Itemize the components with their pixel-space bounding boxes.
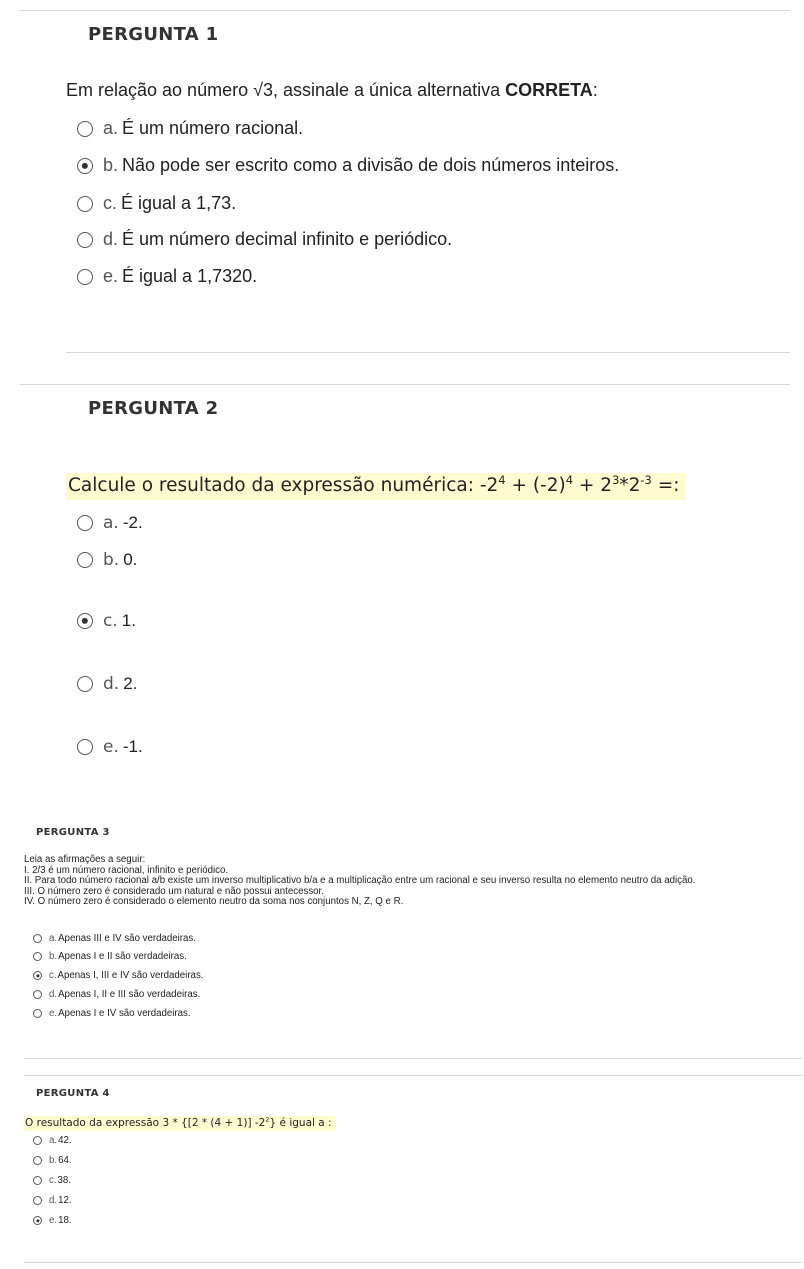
divider: [24, 1075, 802, 1076]
option-letter: c.: [103, 611, 118, 631]
option-text: 1.: [121, 611, 136, 630]
radio-button[interactable]: [33, 1009, 42, 1018]
radio-button[interactable]: [77, 739, 93, 755]
option-c[interactable]: [77, 193, 236, 214]
option-text: É igual a 1,7320.: [122, 266, 258, 286]
question-stem: [24, 1115, 335, 1129]
stem-line: III. O número zero é considerado um natural e não possui antecessor.: [24, 885, 324, 897]
stem-text: } é igual a :: [269, 1116, 332, 1129]
option-text: 18.: [58, 1215, 72, 1226]
stem-line: I. 2/3 é um número racional, infinito e periódico.: [24, 864, 229, 876]
radio-button[interactable]: [77, 676, 93, 692]
stem-text: :: [592, 80, 598, 100]
radio-button[interactable]: [33, 990, 42, 999]
option-letter: c.: [49, 1175, 57, 1186]
option-d[interactable]: [77, 229, 452, 250]
option-letter: a.: [49, 933, 58, 944]
divider: [24, 1058, 802, 1059]
option-text: 42.: [58, 1135, 72, 1146]
radio-button-selected[interactable]: [33, 1216, 42, 1225]
radio-button[interactable]: [33, 934, 42, 943]
option-text: Apenas I e IV são verdadeiras.: [58, 1008, 191, 1019]
option-text: -1.: [122, 737, 143, 756]
stem-text: + 2: [573, 475, 613, 497]
stem-text: O resultado da expressão 3 * {[2 * (4 + 1)] -2: [25, 1116, 266, 1129]
stem-highlight: [66, 473, 685, 500]
option-e[interactable]: [33, 1215, 72, 1226]
option-e[interactable]: [77, 266, 257, 287]
option-letter: b.: [49, 951, 58, 962]
option-letter: a.: [49, 1135, 58, 1146]
question-title: PERGUNTA 2: [88, 398, 219, 419]
option-b[interactable]: [77, 550, 137, 570]
radio-button-selected[interactable]: [77, 613, 93, 629]
option-letter: c.: [103, 193, 118, 213]
stem-text: =:: [651, 475, 680, 497]
stem-text: Em relação ao número √3, assinale a única alternativa: [66, 80, 506, 100]
question-title: PERGUNTA 3: [36, 827, 110, 838]
question-title: PERGUNTA 4: [36, 1088, 110, 1099]
option-d[interactable]: [77, 674, 137, 694]
stem-line: IV. O número zero é considerado o elemento neutro da soma nos conjuntos N, Z, Q e R.: [24, 896, 404, 907]
radio-button[interactable]: [33, 1196, 42, 1205]
option-letter: b.: [103, 550, 120, 570]
exponent: -3: [640, 473, 652, 487]
option-a[interactable]: [33, 1135, 72, 1146]
question-stem: [66, 80, 598, 101]
radio-button[interactable]: [33, 1156, 42, 1165]
question-stem: [66, 473, 685, 496]
option-letter: a.: [103, 118, 119, 138]
radio-button[interactable]: [33, 1136, 42, 1145]
divider: [20, 384, 790, 385]
exponent: 3: [612, 473, 620, 487]
option-letter: d.: [103, 674, 120, 694]
radio-button[interactable]: [77, 121, 93, 137]
option-a[interactable]: [77, 118, 303, 139]
option-text: -2.: [122, 513, 143, 532]
stem-line: Leia as afirmações a seguir:: [24, 854, 146, 865]
option-text: 12.: [58, 1195, 72, 1206]
radio-button-selected[interactable]: [77, 158, 93, 174]
stem-highlight: [24, 1116, 335, 1131]
option-text: É um número racional.: [122, 118, 304, 138]
stem-emphasis: CORRETA: [505, 80, 593, 100]
radio-button[interactable]: [77, 232, 93, 248]
option-letter: b.: [49, 1155, 58, 1166]
option-d[interactable]: [33, 1195, 72, 1206]
option-b[interactable]: [33, 1155, 72, 1166]
radio-button[interactable]: [77, 196, 93, 212]
exponent: 4: [498, 473, 506, 487]
radio-button[interactable]: [33, 1176, 42, 1185]
option-e[interactable]: [77, 737, 143, 757]
question-title: PERGUNTA 1: [88, 24, 219, 45]
question-stem: [24, 855, 696, 908]
option-c[interactable]: [33, 1175, 71, 1186]
option-text: Apenas I, II e III são verdadeiras.: [58, 989, 201, 1000]
exponent: 4: [565, 473, 574, 487]
option-c[interactable]: [33, 970, 203, 981]
option-letter: d.: [49, 989, 58, 1000]
option-text: Apenas III e IV são verdadeiras.: [58, 933, 196, 944]
option-text: Não pode ser escrito como a divisão de dois números inteiros.: [122, 155, 620, 175]
stem-text: + (-2): [505, 475, 566, 497]
option-text: Apenas I e II são verdadeiras.: [58, 951, 187, 962]
divider: [66, 352, 790, 353]
option-b[interactable]: [77, 155, 619, 176]
option-letter: e.: [103, 266, 119, 286]
option-letter: e.: [49, 1215, 58, 1226]
radio-button[interactable]: [77, 269, 93, 285]
option-text: É igual a 1,73.: [121, 193, 237, 213]
exponent: 2: [265, 1115, 270, 1123]
radio-button[interactable]: [77, 552, 93, 568]
option-letter: e.: [49, 1008, 58, 1019]
option-text: 0.: [123, 550, 138, 569]
radio-button[interactable]: [33, 952, 42, 961]
option-a[interactable]: [33, 933, 196, 944]
option-text: 38.: [57, 1175, 72, 1186]
option-b[interactable]: [33, 951, 187, 962]
stem-line: II. Para todo número racional a/b existe um inverso multiplicativo b/a e a multiplicação entre um racional e seu inverso resulta no elemento neutro da adição.: [24, 875, 696, 886]
option-letter: b.: [103, 155, 119, 175]
option-letter: d.: [49, 1195, 58, 1206]
divider: [24, 1262, 802, 1263]
divider: [20, 10, 790, 11]
option-d[interactable]: [33, 989, 200, 1000]
radio-button[interactable]: [77, 515, 93, 531]
stem-text: Calcule o resultado da expressão numérica: -2: [68, 475, 499, 497]
stem-text: *2: [619, 475, 641, 497]
option-text: É um número decimal infinito e periódico.: [122, 229, 453, 249]
option-text: 2.: [123, 674, 138, 693]
option-text: Apenas I, III e IV são verdadeiras.: [57, 970, 204, 981]
option-letter: a.: [103, 513, 119, 533]
radio-button-selected[interactable]: [33, 971, 42, 980]
option-c[interactable]: [77, 611, 136, 631]
option-a[interactable]: [77, 513, 143, 533]
option-e[interactable]: [33, 1008, 191, 1019]
option-letter: e.: [103, 737, 119, 757]
option-letter: c.: [49, 970, 57, 981]
option-text: 64.: [58, 1155, 72, 1166]
option-letter: d.: [103, 229, 119, 249]
